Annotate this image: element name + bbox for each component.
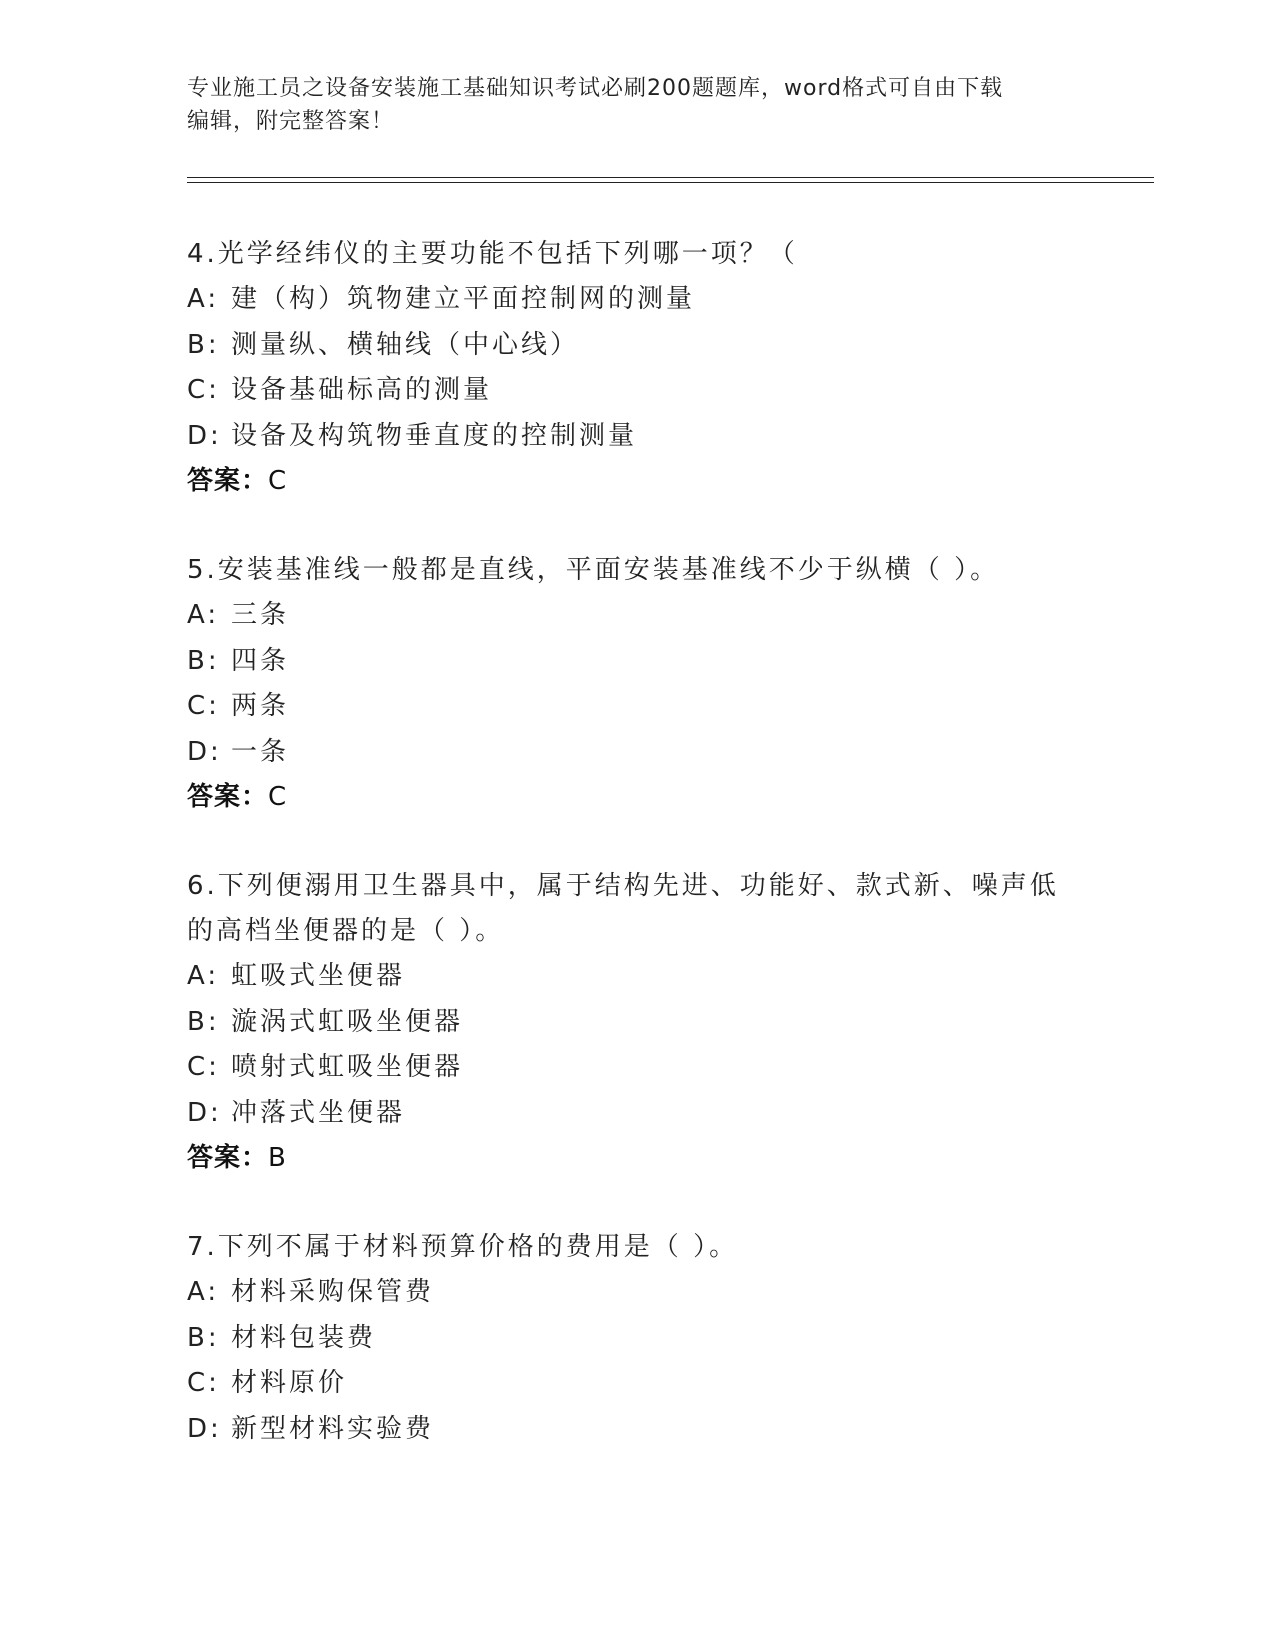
option-text: 虹吸式坐便器 — [231, 961, 406, 991]
option-key: C: — [187, 1052, 220, 1082]
option-key: D: — [187, 1413, 222, 1444]
option-key: B: — [187, 645, 220, 676]
option-text: 设备基础标高的测量 — [231, 375, 493, 405]
option-text: 两条 — [231, 691, 290, 721]
option-key: A: — [187, 1277, 220, 1307]
option-a — [187, 954, 1087, 1000]
header-line-1: 专业施工员之设备安装施工基础知识考试必刷200题题库，word格式可自由下载 — [187, 76, 1004, 101]
option-key: C: — [187, 375, 220, 405]
option-key: C: — [187, 1368, 220, 1398]
answer-value: C — [268, 466, 288, 496]
option-text: 喷射式虹吸坐便器 — [231, 1052, 464, 1082]
option-text: 三条 — [231, 600, 290, 630]
answer-label: 答案： — [187, 466, 269, 496]
option-key: A: — [187, 961, 220, 991]
option-key: A: — [187, 284, 220, 314]
header-divider-bottom — [187, 182, 1154, 183]
answer-label: 答案： — [187, 1143, 269, 1173]
option-d — [187, 730, 1087, 776]
option-key: D: — [187, 1097, 222, 1128]
option-text: 一条 — [231, 736, 290, 767]
option-text: 材料采购保管费 — [231, 1277, 435, 1307]
option-text: 四条 — [231, 645, 290, 676]
option-b — [187, 1000, 1087, 1046]
option-d — [187, 1091, 1087, 1137]
option-key: D: — [187, 736, 222, 767]
answer-line — [187, 775, 1087, 821]
question-7 — [187, 1225, 1087, 1452]
document-header — [187, 72, 1087, 138]
answer-line — [187, 459, 1087, 505]
option-a — [187, 593, 1087, 639]
answer-value: B — [268, 1143, 287, 1173]
question-5 — [187, 548, 1087, 821]
question-6 — [187, 864, 1087, 1182]
question-4 — [187, 232, 1087, 505]
option-text: 材料原价 — [231, 1368, 348, 1398]
option-key: C: — [187, 691, 220, 721]
question-stem-line-1: 6.下列便溺用卫生器具中，属于结构先进、功能好、款式新、噪声低 — [187, 871, 1059, 901]
question-stem: 7.下列不属于材料预算价格的费用是（ ）。 — [187, 1232, 739, 1262]
option-a — [187, 1270, 1087, 1316]
option-text: 材料包装费 — [231, 1322, 377, 1353]
answer-line — [187, 1136, 1087, 1182]
question-stem-line-2: 的高档坐便器的是（ ）。 — [187, 916, 505, 946]
header-divider-top — [187, 177, 1154, 178]
header-line-2: 编辑，附完整答案！ — [187, 109, 395, 134]
option-d — [187, 1407, 1087, 1453]
option-c — [187, 368, 1087, 414]
option-b — [187, 1316, 1087, 1362]
option-b — [187, 323, 1087, 369]
option-key: B: — [187, 1322, 220, 1353]
answer-value: C — [268, 782, 288, 812]
option-key: D: — [187, 420, 222, 451]
option-text: 测量纵、横轴线（中心线） — [231, 329, 580, 360]
option-text: 漩涡式虹吸坐便器 — [231, 1006, 464, 1037]
option-c — [187, 1361, 1087, 1407]
option-text: 冲落式坐便器 — [231, 1097, 406, 1128]
option-key: B: — [187, 1006, 220, 1037]
option-d — [187, 414, 1087, 460]
option-text: 建（构）筑物建立平面控制网的测量 — [231, 284, 696, 314]
option-key: B: — [187, 329, 220, 360]
option-b — [187, 639, 1087, 685]
question-stem: 5.安装基准线一般都是直线，平面安装基准线不少于纵横（ ）。 — [187, 555, 1000, 585]
option-c — [187, 1045, 1087, 1091]
answer-label: 答案： — [187, 782, 269, 812]
option-key: A: — [187, 600, 220, 630]
option-a — [187, 277, 1087, 323]
option-text: 设备及构筑物垂直度的控制测量 — [231, 420, 638, 451]
question-stem: 4.光学经纬仪的主要功能不包括下列哪一项？（ — [187, 239, 798, 269]
option-text: 新型材料实验费 — [231, 1413, 435, 1444]
option-c — [187, 684, 1087, 730]
